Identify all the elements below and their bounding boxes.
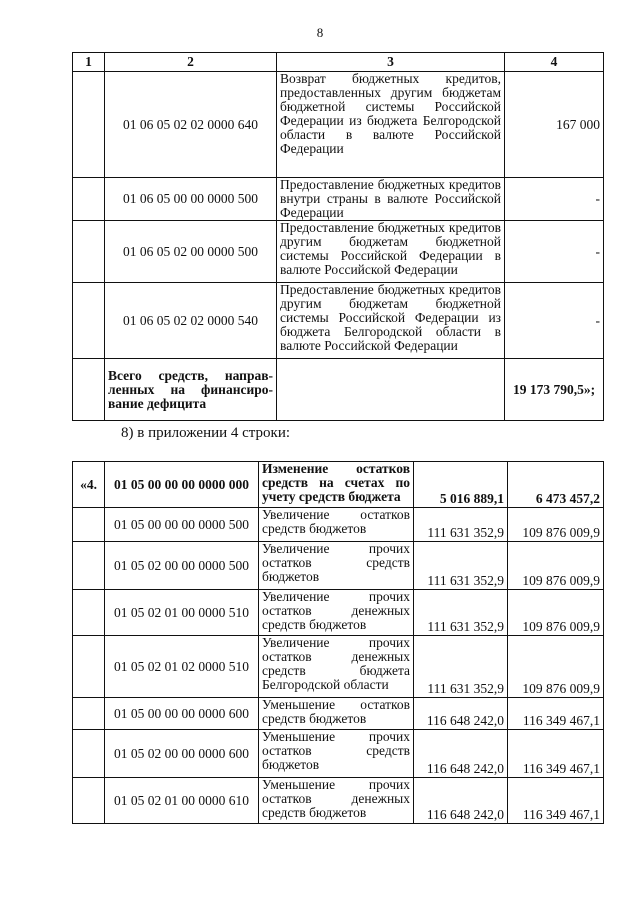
row-number-cell — [73, 283, 105, 359]
description-text — [262, 508, 410, 536]
value-2024-cell: 5 016 889,1 — [414, 462, 508, 508]
row-number-cell — [73, 508, 105, 542]
code-cell: 01 05 02 01 00 0000 510 — [105, 590, 259, 636]
text-line: валюте Российской Федерации — [280, 338, 458, 353]
description-cell — [277, 221, 505, 283]
section-title: 8) в приложении 4 строки: — [121, 425, 291, 441]
code-cell: 01 06 05 02 00 0000 500 — [105, 221, 277, 283]
text-line: остатков денежных — [262, 603, 410, 618]
description-text — [280, 72, 501, 156]
table-row — [73, 72, 604, 178]
text-line: Предоставление бюджетных кредитов — [280, 177, 501, 192]
page-number: 8 — [316, 25, 324, 40]
text-line: остатков денежных — [262, 649, 410, 664]
code-cell: 01 06 05 02 02 0000 640 — [105, 72, 277, 178]
text-line: средств на счетах по — [262, 475, 410, 490]
description-cell — [259, 542, 414, 590]
code-cell: 01 05 02 00 00 0000 500 — [105, 542, 259, 590]
text-line: другим бюджетам бюджетной — [280, 234, 501, 249]
value-2025-cell: 116 349 467,1 — [508, 730, 604, 778]
row-number-cell — [73, 698, 105, 730]
text-line: средств бюджетов — [262, 711, 367, 726]
code-cell: 01 05 00 00 00 0000 000 — [105, 462, 259, 508]
text-line: бюджетов — [262, 569, 320, 584]
description-text — [280, 221, 501, 277]
value-2025-cell: 109 876 009,9 — [508, 590, 604, 636]
description-text — [262, 462, 410, 504]
total-label — [108, 369, 273, 411]
table-row — [73, 590, 604, 636]
text-line: Уменьшение прочих — [262, 777, 410, 792]
value-cell: - — [505, 283, 604, 359]
text-line: средств бюджета — [262, 663, 410, 678]
description-text — [262, 542, 410, 584]
text-line: бюджетной системы Российской — [280, 99, 501, 114]
row-number-cell — [73, 542, 105, 590]
code-cell: 01 05 02 01 00 0000 610 — [105, 778, 259, 824]
table-row — [73, 730, 604, 778]
text-line: Изменение остатков — [262, 461, 410, 476]
description-cell — [277, 72, 505, 178]
value-2024-cell: 116 648 242,0 — [414, 698, 508, 730]
text-line: Предоставление бюджетных кредитов — [280, 282, 501, 297]
text-line: другим бюджетам бюджетной — [280, 296, 501, 311]
text-line: Всего средств, направ- — [108, 367, 273, 383]
description-text — [280, 178, 501, 220]
text-line: Увеличение остатков — [262, 507, 410, 522]
description-cell — [259, 636, 414, 698]
table-row — [73, 778, 604, 824]
text-line: системы Российской Федерации в — [280, 248, 501, 263]
value-cell: - — [505, 221, 604, 283]
appendix4-table — [72, 461, 604, 824]
text-line: остатков денежных — [262, 791, 410, 806]
value-2024-cell: 111 631 352,9 — [414, 590, 508, 636]
table-row — [73, 178, 604, 221]
text-line: системы Российской Федерации из — [280, 310, 501, 325]
description-cell — [259, 730, 414, 778]
row-number-cell — [73, 636, 105, 698]
text-line: средств бюджетов — [262, 521, 367, 536]
value-2024-cell: 111 631 352,9 — [414, 508, 508, 542]
value-2025-cell: 116 349 467,1 — [508, 778, 604, 824]
text-line: области в валюте Российской — [280, 127, 501, 142]
code-cell: 01 05 00 00 00 0000 500 — [105, 508, 259, 542]
table-row — [73, 542, 604, 590]
column-header: 4 — [505, 53, 604, 72]
value-2025-cell: 109 876 009,9 — [508, 542, 604, 590]
row-number-cell — [73, 221, 105, 283]
text-line: Возврат бюджетных кредитов, — [280, 71, 501, 86]
text-line: внутри страны в валюте Российской — [280, 191, 501, 206]
value-cell: 167 000 — [505, 72, 604, 178]
description-cell — [259, 508, 414, 542]
table-row — [73, 221, 604, 283]
row-number-cell — [73, 778, 105, 824]
description-cell — [259, 778, 414, 824]
value-cell: - — [505, 178, 604, 221]
text-line: средств бюджетов — [262, 805, 367, 820]
text-line: средств бюджетов — [262, 617, 367, 632]
text-line: предоставленных другим бюджетам — [280, 85, 501, 100]
text-line: Уменьшение остатков — [262, 697, 410, 712]
code-cell: 01 06 05 00 00 0000 500 — [105, 178, 277, 221]
text-line: Федерации — [280, 205, 344, 220]
description-text — [280, 283, 501, 353]
column-header: 3 — [277, 53, 505, 72]
value-2024-cell: 116 648 242,0 — [414, 730, 508, 778]
text-line: Белгородской области — [262, 677, 389, 692]
row-number-cell — [73, 72, 105, 178]
description-cell — [277, 283, 505, 359]
text-line: бюджетов — [262, 757, 320, 772]
text-line: Увеличение прочих — [262, 541, 410, 556]
text-line: ленных на финансиро- — [108, 381, 273, 397]
sources-table — [72, 52, 604, 421]
table-row — [73, 283, 604, 359]
row-number-cell — [73, 178, 105, 221]
code-cell: 01 05 02 00 00 0000 600 — [105, 730, 259, 778]
text-line: остатков средств — [262, 743, 410, 758]
table-header-row — [73, 53, 604, 72]
total-label-cell — [105, 359, 277, 421]
table-row — [73, 636, 604, 698]
description-text — [262, 698, 410, 726]
table-row — [73, 462, 604, 508]
description-text — [262, 730, 410, 772]
text-line: вание дефицита — [108, 395, 207, 411]
column-header: 2 — [105, 53, 277, 72]
text-line: Предоставление бюджетных кредитов — [280, 220, 501, 235]
text-line: валюте Российской Федерации — [280, 262, 458, 277]
description-text — [262, 778, 410, 820]
description-cell — [259, 698, 414, 730]
value-2025-cell: 109 876 009,9 — [508, 636, 604, 698]
code-cell: 01 05 00 00 00 0000 600 — [105, 698, 259, 730]
total-row — [73, 359, 604, 421]
description-cell — [277, 359, 505, 421]
text-line: Увеличение прочих — [262, 589, 410, 604]
table-row — [73, 698, 604, 730]
text-line: Федерации — [280, 141, 344, 156]
text-line: Увеличение прочих — [262, 635, 410, 650]
value-2025-cell: 109 876 009,9 — [508, 508, 604, 542]
column-header: 1 — [73, 53, 105, 72]
code-cell: 01 05 02 01 02 0000 510 — [105, 636, 259, 698]
value-2025-cell: 6 473 457,2 — [508, 462, 604, 508]
row-number-cell — [73, 359, 105, 421]
row-number-cell — [73, 730, 105, 778]
description-text — [262, 636, 410, 692]
row-number-cell: «4. — [73, 462, 105, 508]
value-2024-cell: 116 648 242,0 — [414, 778, 508, 824]
text-line: Федерации из бюджета Белгородской — [280, 113, 501, 128]
text-line: учету средств бюджета — [262, 489, 401, 504]
value-2025-cell: 116 349 467,1 — [508, 698, 604, 730]
table-row — [73, 508, 604, 542]
description-cell — [277, 178, 505, 221]
description-text — [262, 590, 410, 632]
description-cell — [259, 462, 414, 508]
text-line: остатков средств — [262, 555, 410, 570]
code-cell: 01 06 05 02 02 0000 540 — [105, 283, 277, 359]
row-number-cell — [73, 590, 105, 636]
text-line: Уменьшение прочих — [262, 729, 410, 744]
value-2024-cell: 111 631 352,9 — [414, 636, 508, 698]
total-value-cell: 19 173 790,5»; — [505, 359, 604, 421]
description-cell — [259, 590, 414, 636]
value-2024-cell: 111 631 352,9 — [414, 542, 508, 590]
text-line: бюджета Белгородской области в — [280, 324, 501, 339]
